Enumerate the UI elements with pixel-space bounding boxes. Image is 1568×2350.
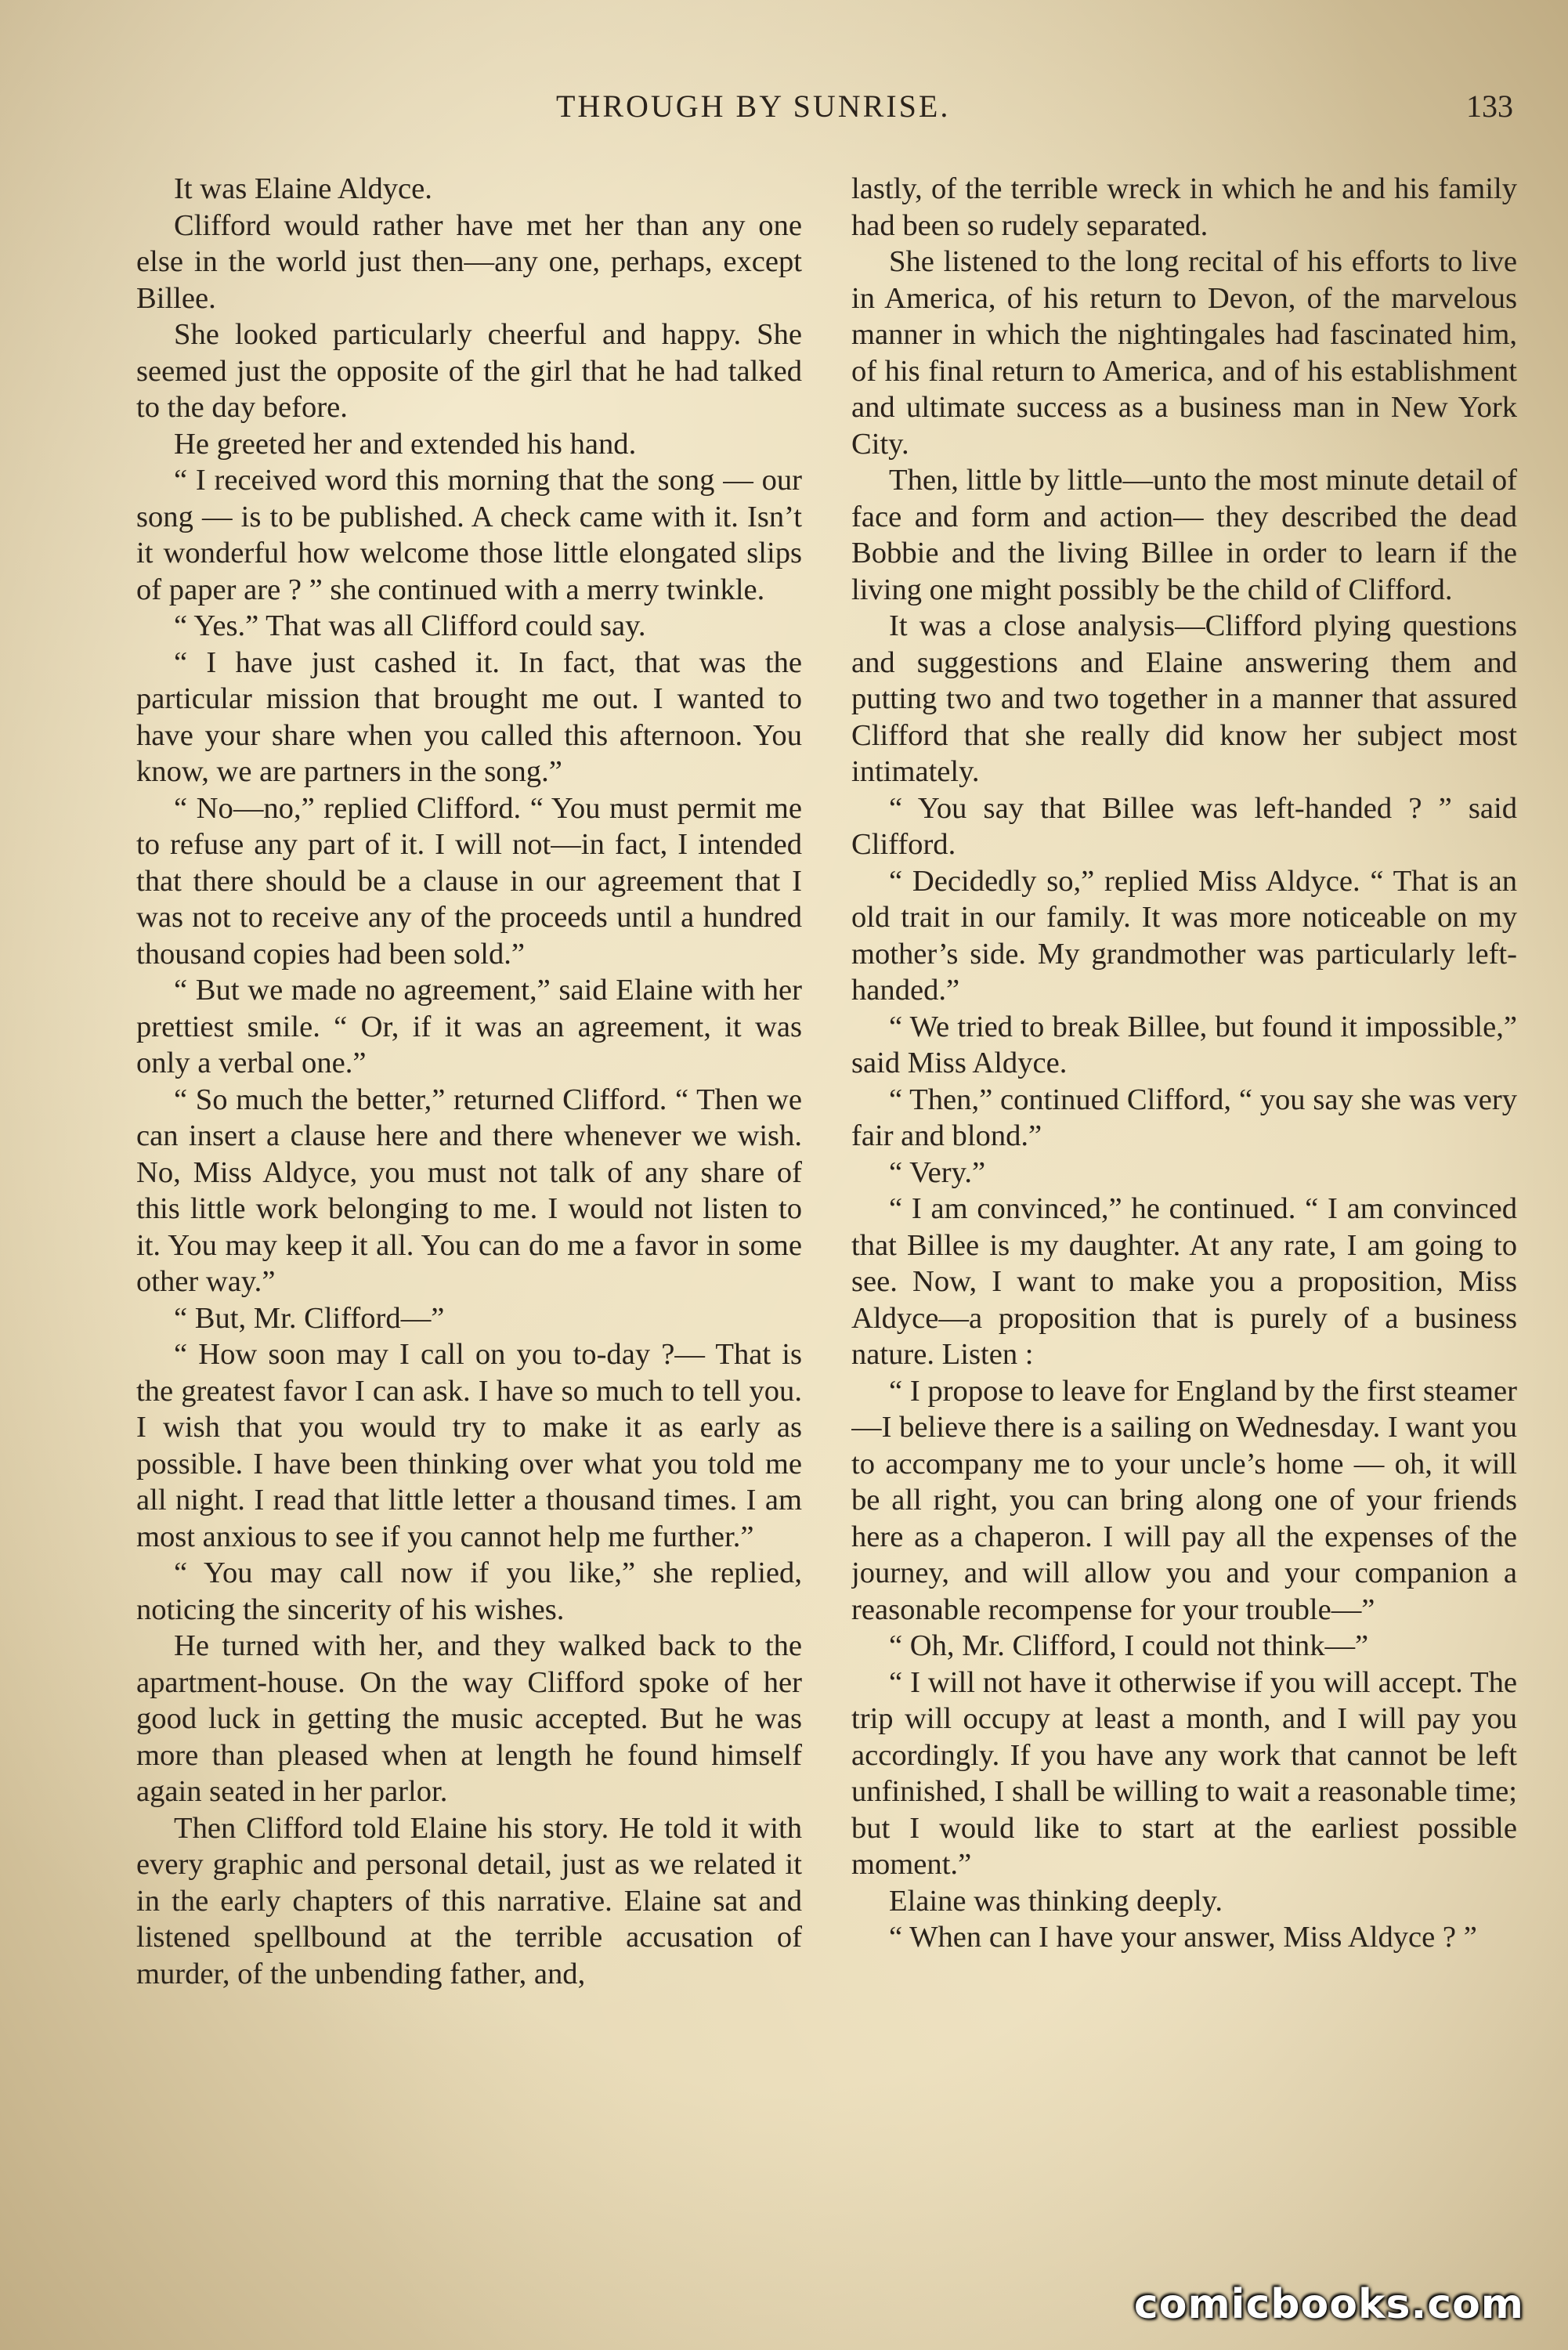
paragraph: It was Elaine Aldyce. bbox=[174, 172, 432, 205]
paragraph: “ Very.” bbox=[889, 1155, 986, 1189]
paragraph: “ You may call now if you like,” she replied, noticing the sincerity of his wishes. bbox=[136, 1556, 802, 1626]
paragraph: Clifford would rather have met her than any one else in the world just then—any one, perhaps, except Billee. bbox=[136, 208, 802, 315]
page-header bbox=[0, 88, 1568, 135]
paragraph: Then Clifford told Elaine his story. He told it with every graphic and personal detail, just as we related it in the early chapters of this narrative. Elaine sat and listened spellbound at the terrible accusation of murder, of the unbending father, and, bbox=[136, 1811, 802, 1990]
paragraph: “ When can I have your answer, Miss Aldyce ? ” bbox=[889, 1921, 1477, 1954]
paragraph: She looked particularly cheerful and happy. She seemed just the opposite of the girl that he had talked to the day before. bbox=[136, 318, 802, 424]
paragraph: She listened to the long recital of his efforts to live in America, of his return to Devon, of the marvelous manner in which the nightingales had fascinated him, of his final return to America, and of his establishment and ultimate success as a business man in New York City. bbox=[851, 245, 1517, 461]
paragraph: “ But we made no agreement,” said Elaine with her prettiest smile. “ Or, if it was an agreement, it was only a verbal one.” bbox=[136, 974, 802, 1079]
paragraph: It was a close analysis—Clifford plying questions and suggestions and Elaine answering them and putting two and two together in a manner that assured Clifford that she really did know her subject most intimately. bbox=[851, 609, 1517, 788]
paragraph: Elaine was thinking deeply. bbox=[889, 1884, 1223, 1918]
paragraph: “ How soon may I call on you to-day ?— That is the greatest favor I can ask. I have so much to tell you. I wish that you would try to make it as early as possible. I have been thinking over what you told me all night. I read that little letter a thousand times. I am most anxious to see if you cannot help me further.” bbox=[136, 1338, 802, 1553]
paragraph: “ So much the better,” returned Clifford. “ Then we can insert a clause here and there whenever we wish. No, Miss Aldyce, you must not talk of any share of this little work belonging to me. I would not listen to it. You may keep it all. You can do me a favor in some other way.” bbox=[136, 1083, 802, 1298]
paragraph: “ Then,” continued Clifford, “ you say she was very fair and blond.” bbox=[851, 1083, 1517, 1152]
running-title: THROUGH BY SUNRISE. bbox=[556, 89, 951, 124]
paragraph: “ Yes.” That was all Clifford could say. bbox=[174, 609, 646, 642]
page-number: 133 bbox=[1466, 89, 1513, 124]
paragraph: “ I will not have it otherwise if you will accept. The trip will occupy at least a month, and I will pay you accordingly. If you have any work that cannot be left unfinished, I shall be willing to wait a reasonable time; but I would like to start at the earliest possible moment.” bbox=[851, 1665, 1517, 1881]
paragraph: “ Oh, Mr. Clifford, I could not think—” bbox=[889, 1629, 1369, 1662]
paragraph: “ You say that Billee was left-handed ? ” said Clifford. bbox=[851, 791, 1517, 861]
paragraph: He turned with her, and they walked back to the apartment-house. On the way Clifford spoke of her good luck in getting the music accepted. But he was more than pleased when at length he found himself again seated in her parlor. bbox=[136, 1629, 802, 1808]
paragraph: “ I have just cashed it. In fact, that was the particular mission that brought me out. I wanted to have your share when you called this afternoon. You know, we are partners in the song.” bbox=[136, 645, 802, 788]
paragraph: “ I propose to leave for England by the first steamer—I believe there is a sailing on Wednesday. I want you to accompany me to your uncle’s home — oh, it will be all right, you can bring along one of your friends here as a chaperon. I will pay all the expenses of the journey, and will allow you and your companion a reasonable recompense for your trouble—” bbox=[851, 1374, 1517, 1626]
paragraph: “ No—no,” replied Clifford. “ You must permit me to refuse any part of it. I will not—in fact, I intended that there should be a clause in our agreement that I was not to receive any of the proceeds until a hundred thousand copies had been sold.” bbox=[136, 791, 802, 971]
paragraph: “ Decidedly so,” replied Miss Aldyce. “ That is an old trait in our family. It was more noticeable on my mother’s side. My grandmother was particularly left-handed.” bbox=[851, 864, 1517, 1007]
paragraph: Then, little by little—unto the most minute detail of face and form and action— they described the dead Bobbie and the living Billee in order to learn if the living one might possibly be the child of Clifford. bbox=[851, 464, 1517, 606]
paragraph: lastly, of the terrible wreck in which he and his family had been so rudely separated. bbox=[851, 172, 1517, 242]
paragraph: He greeted her and extended his hand. bbox=[174, 427, 637, 461]
paragraph: “ I received word this morning that the song — our song — is to be published. A check came with it. Isn’t it wonderful how welcome those little elongated slips of paper are ? ” she continued with a merry twinkle. bbox=[136, 464, 802, 606]
paragraph: “ But, Mr. Clifford—” bbox=[174, 1301, 445, 1335]
paragraph: “ I am convinced,” he continued. “ I am convinced that Billee is my daughter. At any rate, I am going to see. Now, I want to make you a proposition, Miss Aldyce—a proposition that is purely of a business nature. Listen : bbox=[851, 1192, 1517, 1371]
right-text-column bbox=[851, 171, 1517, 2278]
left-text-column bbox=[136, 171, 802, 2278]
paragraph: “ We tried to break Billee, but found it impossible,” said Miss Aldyce. bbox=[851, 1010, 1517, 1079]
watermark: comicbooks.com bbox=[1133, 2281, 1524, 2328]
